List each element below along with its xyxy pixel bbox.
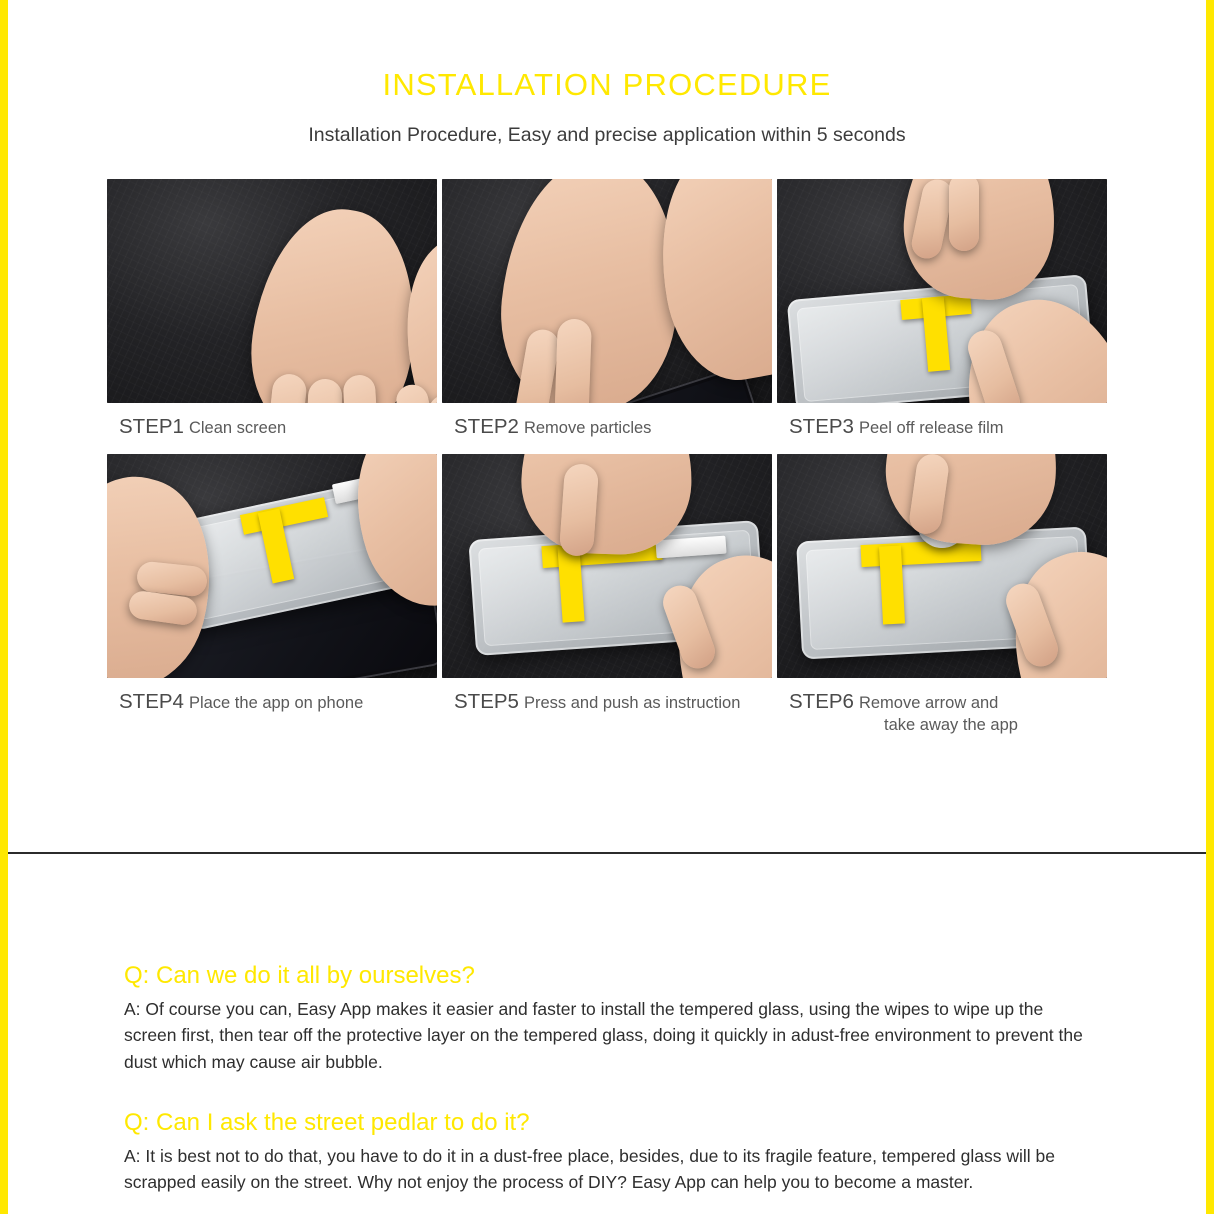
step-text-4: Place the app on phone [188, 693, 364, 712]
step-cell-3 [777, 179, 1107, 454]
step-number-1: STEP1 [119, 415, 184, 439]
pressing-finger-icon [559, 463, 599, 557]
step-cell-4 [107, 454, 437, 750]
faq-answer-1: A: Of course you can, Easy App makes it easier and faster to install the tempered glass, using the wipes to wipe up the screen first, then tear off the protective layer on the tempered glass, doing it quickly in adust-free environment to prevent the dust which may cause air bubble. [124, 999, 1083, 1072]
step-number-3: STEP3 [789, 415, 854, 439]
left-accent-bar [0, 0, 8, 1214]
step-text-2: Remove particles [523, 419, 652, 438]
step-text-1: Clean screen [188, 419, 287, 438]
section-divider [8, 852, 1206, 854]
step-caption-6 [777, 678, 1107, 750]
step-cell-5 [442, 454, 772, 750]
step-caption-3 [777, 403, 1107, 454]
faq-question-1: Q: Can we do it all by ourselves? [124, 962, 475, 989]
step-cell-1 [107, 179, 437, 454]
right-accent-bar [1206, 0, 1214, 1214]
step-text-5: Press and push as instruction [523, 693, 741, 712]
step-caption-2 [442, 403, 772, 454]
steps-grid [107, 179, 1107, 750]
step-number-5: STEP5 [454, 689, 519, 713]
photo-step4-placing-applicator-tray-on-phone [107, 454, 437, 678]
photo-step5-pressing-applicator [442, 454, 772, 678]
page-title: INSTALLATION PROCEDURE [382, 67, 832, 102]
step-text-6: Remove arrow and [858, 693, 999, 712]
photo-step3-peeling-release-film-from-applicator [777, 179, 1107, 403]
step-caption-5 [442, 678, 772, 729]
yellow-arrow-stem-icon [879, 545, 905, 624]
step-number-4: STEP4 [119, 689, 184, 713]
finger-icon [554, 319, 592, 404]
photo-step6-removing-arrow-tab [777, 454, 1107, 678]
step-text-3: Peel off release film [858, 419, 1004, 438]
photo-step2-yellow-dust-sticker-on-phone [442, 179, 772, 403]
page-subtitle: Installation Procedure, Easy and precise application within 5 seconds [308, 124, 906, 147]
finger-icon [949, 179, 979, 251]
faq-question-2: Q: Can I ask the street pedlar to do it? [124, 1108, 530, 1136]
step-number-2: STEP2 [454, 415, 519, 439]
step-cell-6 [777, 454, 1107, 750]
step-caption-4 [107, 678, 437, 729]
step-caption-1 [107, 403, 437, 454]
photo-step1-wiping-phone-screen-with-yellow-wipe [107, 179, 437, 403]
step-cell-2 [442, 179, 772, 454]
faq-answer-2: A: It is best not to do that, you have to do it in a dust-free place, besides, due to its fragile feature, tempered glass will be scrapped easily on the street. Why not enjoy the process of DIY? Easy App can help you to become a master. [124, 1145, 1055, 1192]
faq-section [124, 962, 1090, 1229]
step-number-6: STEP6 [789, 689, 854, 713]
step-text-6-line2: take away the app [884, 716, 1018, 735]
